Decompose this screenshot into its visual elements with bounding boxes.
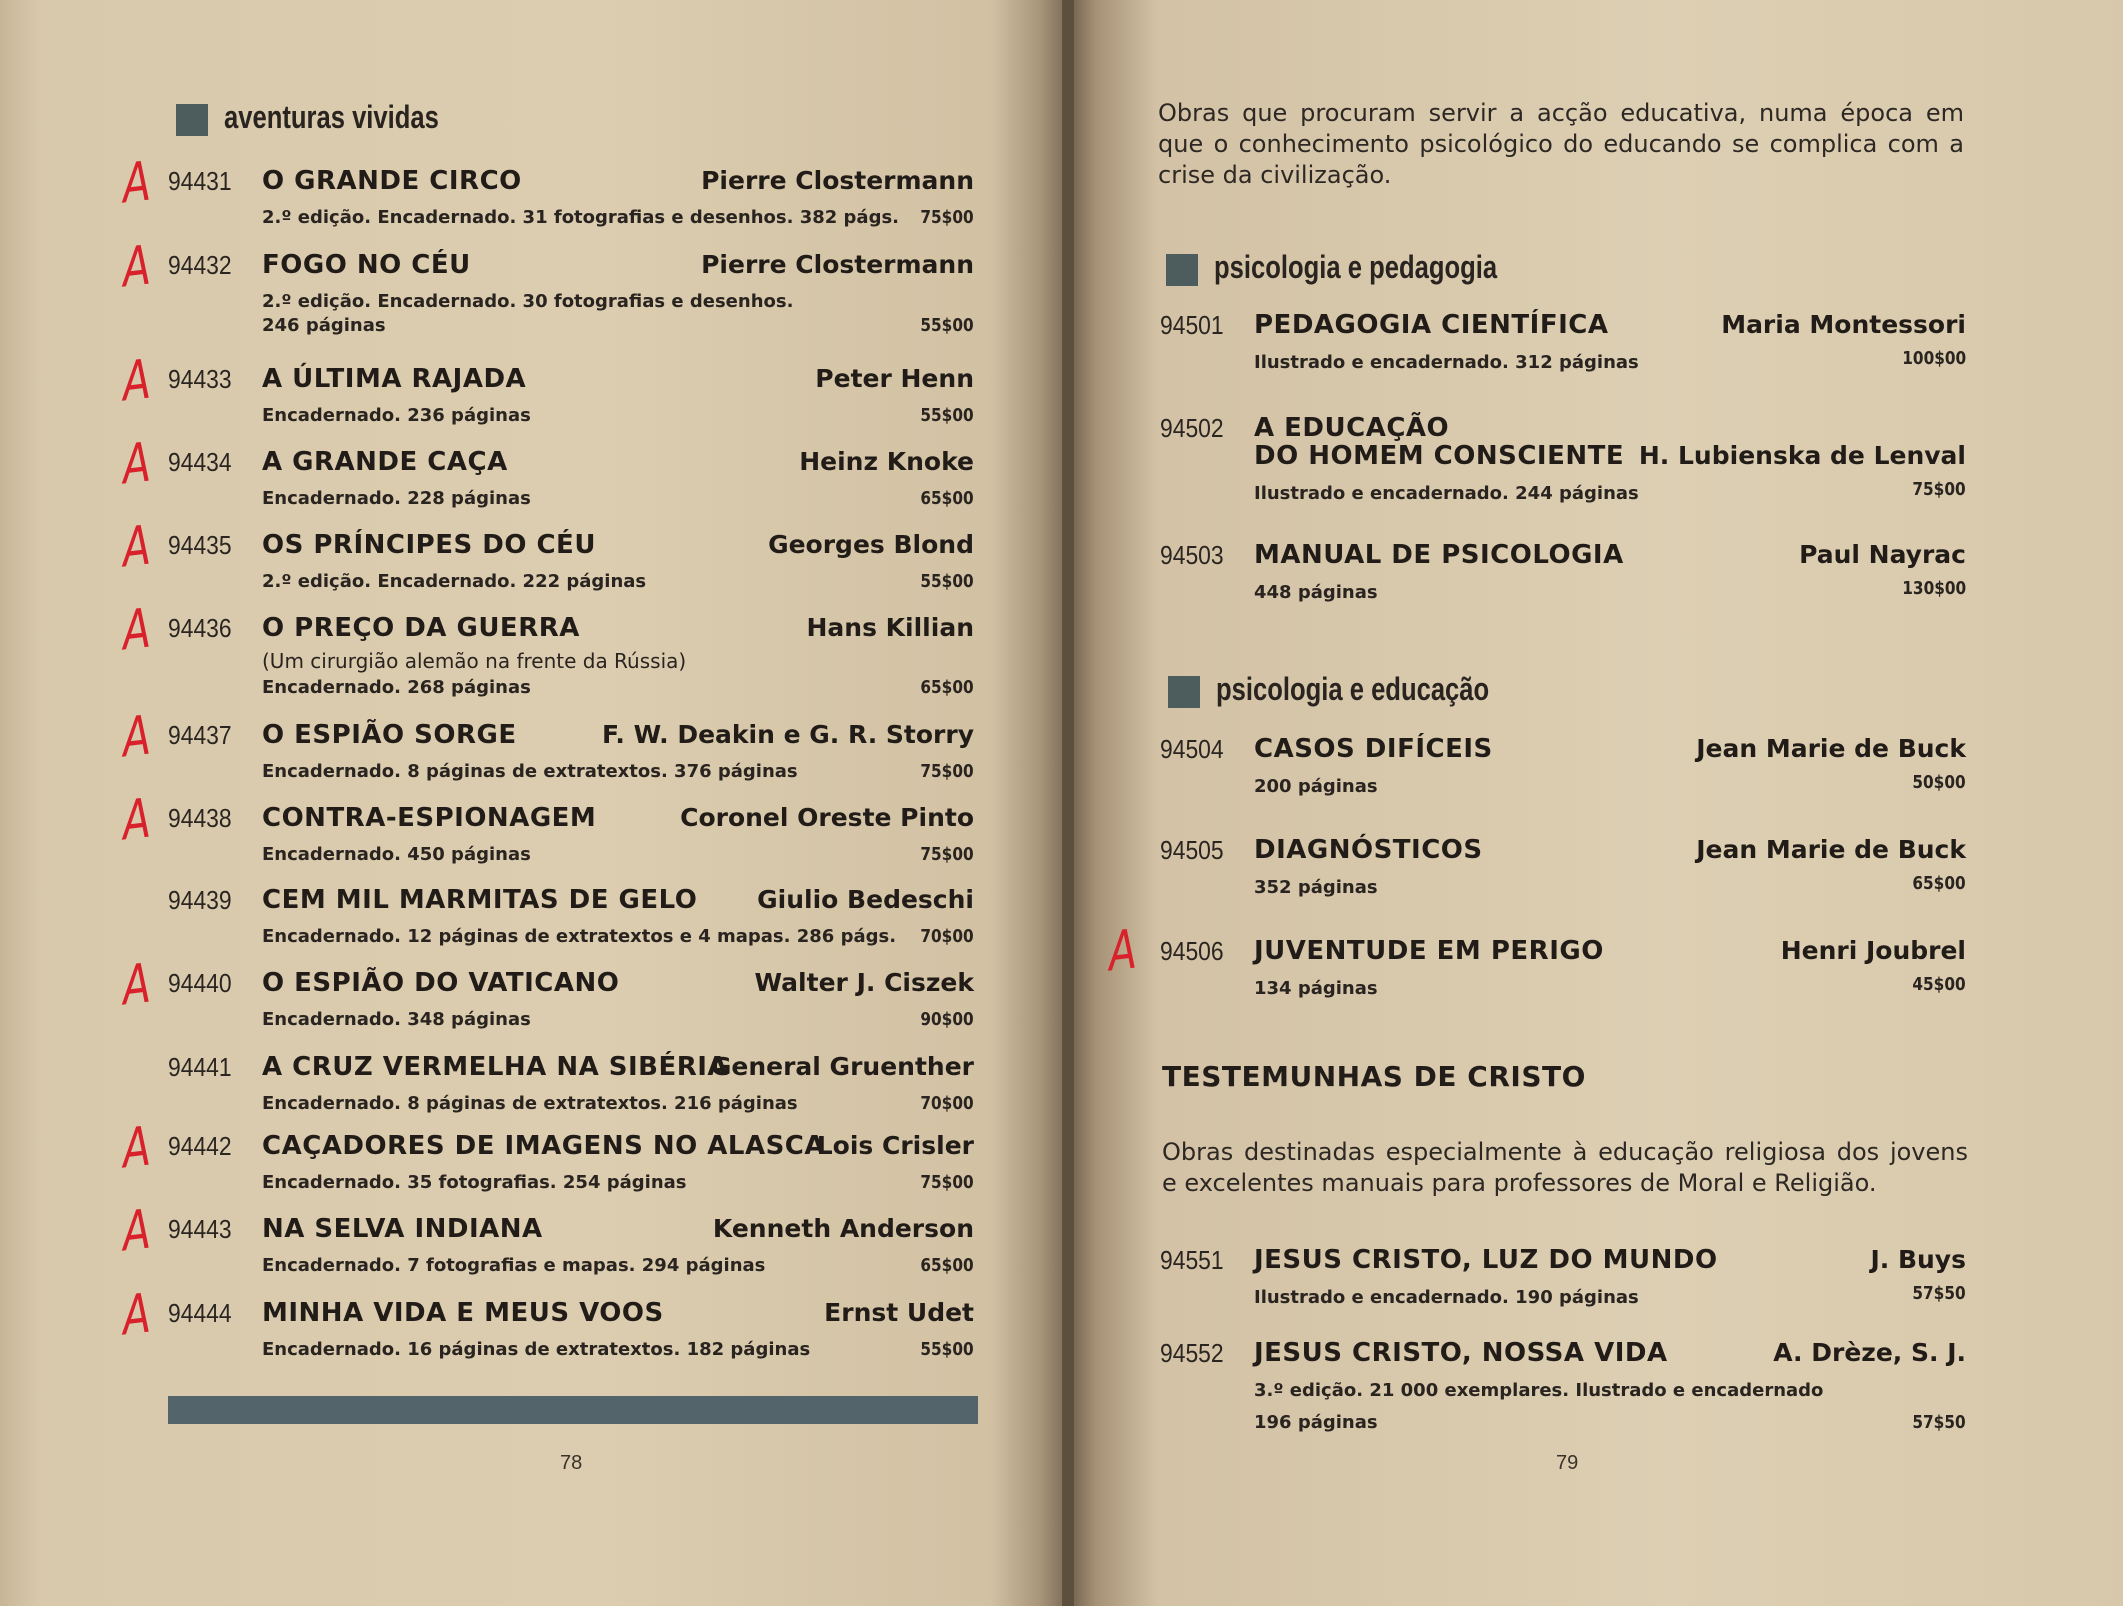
section-heading-pedagogia (1166, 248, 1568, 286)
catalog-entry (1160, 1245, 1966, 1325)
entry-description: Ilustrado e encadernado. 190 páginas (1254, 1287, 1639, 1308)
catalog-entry (168, 250, 974, 336)
section-heading-aventuras (176, 98, 493, 136)
handwritten-mark: A (120, 430, 153, 497)
entry-title-line2: DO HOMEM CONSCIENTE (1254, 441, 1625, 471)
entry-author: Pierre Clostermann (701, 166, 974, 195)
entry-number: 94441 (168, 1052, 232, 1082)
section-title: psicologia e educação (1216, 670, 1490, 707)
entry-description: Encadernado. 268 páginas (262, 677, 531, 698)
catalog-entry (1160, 835, 1966, 915)
catalog-entry (1160, 936, 1966, 1016)
catalog-entry (1160, 310, 1966, 390)
entry-author: Henri Joubrel (1780, 936, 1966, 965)
entry-number: 94552 (1160, 1338, 1224, 1368)
entry-author: Jean Marie de Buck (1696, 835, 1966, 864)
entry-author: Peter Henn (815, 364, 974, 393)
entry-price: 55$00 (920, 1339, 974, 1360)
entry-description: 352 páginas (1254, 877, 1378, 898)
entry-price: 65$00 (1912, 873, 1966, 894)
entry-title: MINHA VIDA E MEUS VOOS (262, 1298, 664, 1328)
handwritten-mark: A (120, 233, 153, 300)
entry-author: A. Drèze, S. J. (1773, 1338, 1966, 1367)
entry-price: 55$00 (920, 405, 974, 426)
entry-description: Ilustrado e encadernado. 312 páginas (1254, 352, 1639, 373)
intro-paragraph: Obras que procuram servir a acção educativa, numa época em que o conhecimento psicológico do educando se complica com a crise da civilização. (1158, 99, 1964, 189)
entry-price: 45$00 (1912, 974, 1966, 995)
entry-number: 94432 (168, 250, 232, 280)
entry-title: OS PRÍNCIPES DO CÉU (262, 530, 596, 560)
entry-title: CAÇADORES DE IMAGENS NO ALASCA (262, 1131, 826, 1161)
entry-description: Encadernado. 12 páginas de extratextos e 4 mapas. 286 págs. (262, 926, 897, 947)
handwritten-mark: A (1106, 917, 1139, 984)
entry-description: 3.º edição. 21 000 exemplares. Ilustrado e encadernado (1254, 1380, 1824, 1401)
entry-subtitle: (Um cirurgião alemão na frente da Rússia) (262, 649, 687, 673)
entry-price: 75$00 (1912, 479, 1966, 500)
section-title: psicologia e pedagogia (1214, 248, 1498, 285)
catalog-entry (168, 968, 974, 1038)
entry-number: 94551 (1160, 1245, 1224, 1275)
catalog-entry (168, 166, 974, 236)
entry-number: 94437 (168, 720, 232, 750)
handwritten-mark: A (120, 149, 153, 216)
handwritten-mark: A (120, 596, 153, 663)
entry-price: 70$00 (920, 926, 974, 947)
handwritten-mark: A (120, 347, 153, 414)
catalog-entry (1160, 1338, 1966, 1433)
catalog-entry (1160, 413, 1966, 504)
entry-price: 90$00 (920, 1009, 974, 1030)
entry-author: J. Buys (1870, 1245, 1966, 1274)
entry-price: 75$00 (920, 1172, 974, 1193)
entry-author: Walter J. Ciszek (754, 968, 974, 997)
entry-title: JESUS CRISTO, LUZ DO MUNDO (1254, 1245, 1718, 1275)
entry-description: Encadernado. 8 páginas de extratextos. 376 páginas (262, 761, 798, 782)
handwritten-mark: A (120, 786, 153, 853)
entry-title: JESUS CRISTO, NOSSA VIDA (1254, 1338, 1668, 1368)
entry-number: 94436 (168, 613, 232, 643)
entry-price: 75$00 (920, 844, 974, 865)
entry-author: Paul Nayrac (1799, 540, 1966, 569)
entry-title: PEDAGOGIA CIENTÍFICA (1254, 310, 1609, 340)
section-heading-testemunhas: TESTEMUNHAS DE CRISTO (1162, 1060, 1586, 1093)
catalog-entry (168, 447, 974, 517)
entry-title: A EDUCAÇÃO (1254, 413, 1450, 443)
handwritten-mark: A (120, 703, 153, 770)
section-heading-educacao (1168, 670, 1557, 708)
entry-title: FOGO NO CÉU (262, 250, 471, 280)
entry-price: 65$00 (920, 488, 974, 509)
entry-title: DIAGNÓSTICOS (1254, 835, 1483, 865)
entry-author: Coronel Oreste Pinto (680, 803, 974, 832)
entry-title: MANUAL DE PSICOLOGIA (1254, 540, 1624, 570)
catalog-entry (1160, 540, 1966, 620)
handwritten-mark: A (120, 513, 153, 580)
entry-description: 200 páginas (1254, 776, 1378, 797)
entry-author: Georges Blond (768, 530, 974, 559)
entry-author: Ernst Udet (824, 1298, 974, 1327)
catalog-entry (168, 803, 974, 873)
entry-number: 94506 (1160, 936, 1224, 966)
entry-title: NA SELVA INDIANA (262, 1214, 543, 1244)
entry-number: 94440 (168, 968, 232, 998)
section-title: aventuras vividas (224, 98, 439, 135)
entry-author: Hans Killian (806, 613, 974, 642)
entry-author: Lois Crisler (816, 1131, 974, 1160)
entry-description: Encadernado. 450 páginas (262, 844, 531, 865)
entry-description: 2.º edição. Encadernado. 222 páginas (262, 571, 647, 592)
entry-title: O GRANDE CIRCO (262, 166, 522, 196)
catalog-entry (168, 364, 974, 434)
section-square-icon (1168, 676, 1200, 708)
entry-number: 94504 (1160, 734, 1224, 764)
section3-intro: Obras destinadas especialmente à educação religiosa dos jovens e excelentes manuais para professores de Moral e Religião. (1162, 1138, 1968, 1197)
entry-author: Jean Marie de Buck (1696, 734, 1966, 763)
entry-price: 75$00 (920, 761, 974, 782)
entry-price: 50$00 (1912, 772, 1966, 793)
entry-title: CASOS DIFÍCEIS (1254, 734, 1493, 764)
entry-title: A ÚLTIMA RAJADA (262, 364, 527, 394)
catalog-entry (168, 1131, 974, 1201)
entry-price: 55$00 (920, 571, 974, 592)
entry-number: 94503 (1160, 540, 1224, 570)
entry-number: 94433 (168, 364, 232, 394)
entry-description: 2.º edição. Encadernado. 30 fotografias e desenhos. (262, 291, 794, 312)
entry-title: A CRUZ VERMELHA NA SIBÉRIA (262, 1052, 729, 1082)
entry-price: 57$50 (1912, 1412, 1966, 1433)
entry-title: JUVENTUDE EM PERIGO (1254, 936, 1604, 966)
entry-description: Encadernado. 35 fotografias. 254 páginas (262, 1172, 687, 1193)
catalog-entry (168, 885, 974, 955)
entry-description: Encadernado. 16 páginas de extratextos. 182 páginas (262, 1339, 811, 1360)
entry-title: A GRANDE CAÇA (262, 447, 508, 477)
catalog-entry (168, 613, 974, 698)
entry-description-2: 246 páginas (262, 315, 386, 336)
entry-price: 55$00 (920, 315, 974, 336)
entry-author: Kenneth Anderson (712, 1214, 974, 1243)
entry-description: 2.º edição. Encadernado. 31 fotografias e desenhos. 382 págs. (262, 207, 900, 228)
entry-price: 100$00 (1902, 348, 1966, 369)
catalog-entry (168, 720, 974, 790)
entry-price: 65$00 (920, 677, 974, 698)
entry-number: 94438 (168, 803, 232, 833)
entry-price: 65$00 (920, 1255, 974, 1276)
entry-title: O ESPIÃO SORGE (262, 720, 517, 750)
page-number-left: 78 (560, 1452, 583, 1474)
entry-number: 94502 (1160, 413, 1224, 443)
entry-price: 70$00 (920, 1093, 974, 1114)
entry-number: 94505 (1160, 835, 1224, 865)
entry-price: 75$00 (920, 207, 974, 228)
entry-description: Ilustrado e encadernado. 244 páginas (1254, 483, 1639, 504)
entry-title: O ESPIÃO DO VATICANO (262, 968, 620, 998)
entry-number: 94434 (168, 447, 232, 477)
entry-number: 94443 (168, 1214, 232, 1244)
entry-number: 94501 (1160, 310, 1224, 340)
catalog-entry (1160, 734, 1966, 814)
section-square-icon (1166, 254, 1198, 286)
entry-description: 134 páginas (1254, 978, 1378, 999)
handwritten-mark: A (120, 1197, 153, 1264)
book-spine (1062, 0, 1074, 1606)
entry-price: 57$50 (1912, 1283, 1966, 1304)
handwritten-mark: A (120, 1114, 153, 1181)
entry-number: 94442 (168, 1131, 232, 1161)
section-square-icon (176, 104, 208, 136)
entry-author: Pierre Clostermann (701, 250, 974, 279)
entry-number: 94435 (168, 530, 232, 560)
entry-number: 94431 (168, 166, 232, 196)
entry-author: Maria Montessori (1721, 310, 1966, 339)
catalog-entry (168, 530, 974, 600)
entry-title: O PREÇO DA GUERRA (262, 613, 580, 643)
entry-description-2: 196 páginas (1254, 1412, 1378, 1433)
entry-price: 130$00 (1902, 578, 1966, 599)
catalog-entry (168, 1298, 974, 1368)
entry-description: 448 páginas (1254, 582, 1378, 603)
entry-description: Encadernado. 348 páginas (262, 1009, 531, 1030)
entry-author: Heinz Knoke (799, 447, 974, 476)
handwritten-mark: A (120, 951, 153, 1018)
entry-description: Encadernado. 8 páginas de extratextos. 216 páginas (262, 1093, 798, 1114)
entry-author: H. Lubienska de Lenval (1638, 441, 1966, 470)
entry-author: Giulio Bedeschi (757, 885, 974, 914)
catalog-entry (168, 1214, 974, 1284)
handwritten-mark: A (120, 1281, 153, 1348)
entry-title: CEM MIL MARMITAS DE GELO (262, 885, 698, 915)
entry-number: 94439 (168, 885, 232, 915)
decorative-bar (168, 1396, 978, 1424)
entry-title: CONTRA-ESPIONAGEM (262, 803, 597, 833)
catalog-entry (168, 1052, 974, 1122)
entry-author: F. W. Deakin e G. R. Storry (602, 720, 974, 749)
entry-number: 94444 (168, 1298, 232, 1328)
entry-description: Encadernado. 228 páginas (262, 488, 531, 509)
entry-description: Encadernado. 236 páginas (262, 405, 531, 426)
entry-description: Encadernado. 7 fotografias e mapas. 294 páginas (262, 1255, 766, 1276)
page-number-right: 79 (1556, 1452, 1579, 1474)
entry-author: General Gruenther (710, 1052, 974, 1081)
